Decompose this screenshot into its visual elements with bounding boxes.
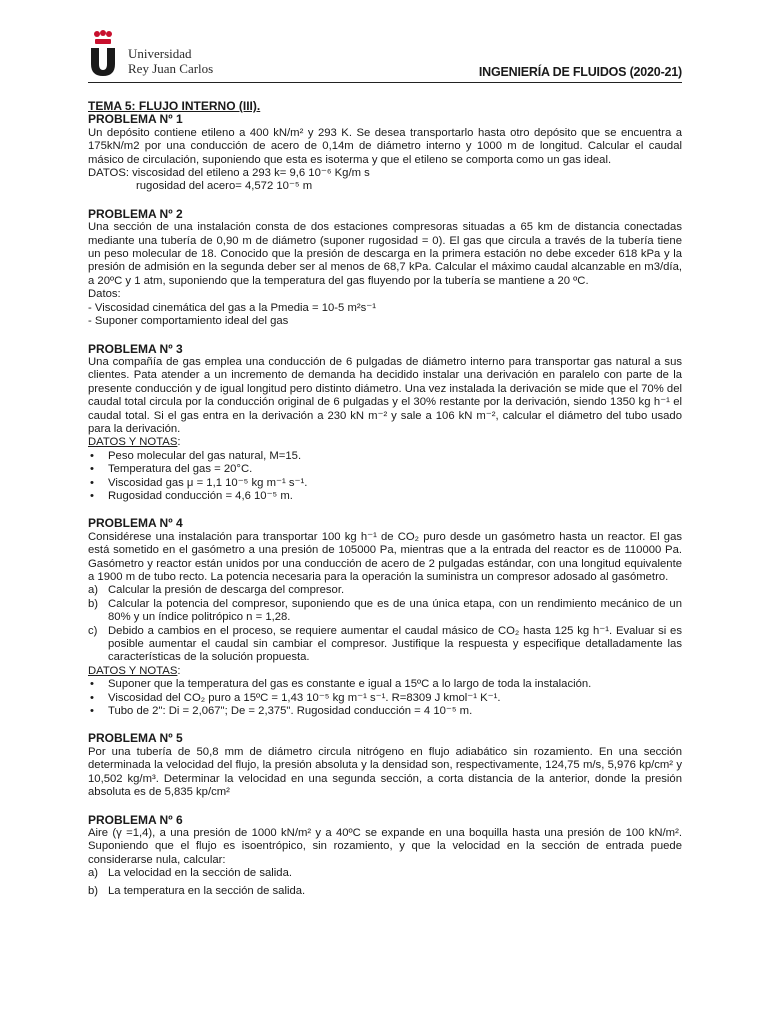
list-item: • Viscosidad gas μ = 1,1 10⁻⁵ kg m⁻¹ s⁻¹. xyxy=(88,477,682,490)
list-item: • Tubo de 2": Di = 2,067"; De = 2,375". Rugosidad conducción = 4 10⁻⁵ m. xyxy=(88,705,682,718)
list-item: a) Calcular la presión de descarga del compresor. xyxy=(88,584,345,597)
data-heading: DATOS Y NOTAS: xyxy=(88,664,181,677)
list-item: • Peso molecular del gas natural, M=15. xyxy=(88,450,682,463)
problem-data-line: - Suponer comportamiento ideal del gas xyxy=(88,315,289,328)
university-logo xyxy=(88,26,228,80)
course-title: INGENIERÍA DE FLUIDOS (2020-21) xyxy=(478,65,682,79)
problem-title: PROBLEMA Nº 2 xyxy=(88,206,183,221)
problem-title: PROBLEMA Nº 1 xyxy=(88,112,183,127)
problem-title: PROBLEMA Nº 4 xyxy=(88,516,183,531)
problem-statement: Una compañía de gas emplea una conducción de 6 pulgadas de diámetro interno para transportar gas natural a sus clientes. Pata atender a un incremento de demanda ha decidido instalar una derivación en paralelo con parte de la presente conducción y de igual longitud pero distinto diámetro. Una vez instalada la derivación se mide que el 70% del caudal total circula por la conducción original de 6 pulgadas y el 30% restante por la derivación, siendo 1350 kg h⁻¹ el caudal total. Si el gas entra en la derivación a 230 kN m⁻² y sale a 106 kN m⁻², calcular el diámetro del tubo usado para la derivación. xyxy=(88,355,682,435)
data-heading: DATOS Y NOTAS: xyxy=(88,436,181,449)
list-item: • Suponer que la temperatura del gas es constante e igual a 15ºC a lo largo de toda la instalación. xyxy=(88,678,682,691)
problem-2 xyxy=(88,208,682,329)
topic-title: TEMA 5: FLUJO INTERNO (III). xyxy=(88,99,261,113)
problem-data-line: DATOS: viscosidad del etileno a 293 k= 9,6 10⁻⁶ Kg/m s xyxy=(88,167,370,180)
university-name-line1: Universidad xyxy=(128,46,192,61)
problem-statement: Aire (γ =1,4), a una presión de 1000 kN/m² y a 40ºC se expande en una boquilla hasta una presión de 100 kN/m². Suponiendo que el flujo es isoentrópico, sin rozamiento, y que la velocidad en la sección de entrada puede considerarse nula, calcular: xyxy=(88,826,682,866)
urjc-logo-icon xyxy=(88,30,118,76)
problem-statement: Considérese una instalación para transportar 100 kg h⁻¹ de CO₂ puro desde un gasómetro hasta un reactor. El gas está sometido en el gasómetro a una presión de 105000 Pa, mientras que a la entrada del reactor es de 110000 Pa. Gasómetro y reactor están unidos por una conducción de acero de 2 pulgadas estándar, con una longitud equivalente a 1900 m de tubo recto. La potencia necesaria para la operación la suministra un compresor adosado al gasómetro. xyxy=(88,530,682,583)
problem-statement: Una sección de una instalación consta de dos estaciones compresoras situadas a 65 km de distancia conectadas mediante una tubería de 0,90 m de diámetro (suponer rugosidad = 0). El gas que circula a través de la tubería tiene un peso molecular de 18. Conocido que la presión de descarga en la primera estación no debe exceder 618 kPa y la presión de admisión en la segunda deber ser al menos de 68,7 kPa. Calcular el máximo caudal alcanzable en m3/día, a 20ºC y 1 atm, suponiendo que la temperatura del gas fluyendo por la tubería se mantiene a 20 ºC. xyxy=(88,221,682,287)
problem-data-line: - Viscosidad cinemática del gas a la Pmedia = 10-5 m²s⁻¹ xyxy=(88,301,376,314)
problem-1 xyxy=(88,113,682,193)
problem-3 xyxy=(88,343,682,504)
list-item: • Temperatura del gas = 20°C. xyxy=(88,463,682,476)
problem-4 xyxy=(88,517,682,718)
list-item: a) La velocidad en la sección de salida. xyxy=(88,867,293,880)
problem-title: PROBLEMA Nº 5 xyxy=(88,731,183,746)
list-item: • Viscosidad del CO₂ puro a 15ºC = 1,43 10⁻⁵ kg m⁻¹ s⁻¹. R=8309 J kmol⁻¹ K⁻¹. xyxy=(88,692,682,705)
university-name-line2: Rey Juan Carlos xyxy=(128,61,214,76)
problem-title: PROBLEMA Nº 3 xyxy=(88,341,183,356)
data-list xyxy=(88,450,682,504)
problem-data-line: rugosidad del acero= 4,572 10⁻⁵ m xyxy=(136,180,313,193)
list-item: • Rugosidad conducción = 4,6 10⁻⁵ m. xyxy=(88,490,682,503)
problem-statement: Por una tubería de 50,8 mm de diámetro circula nitrógeno en flujo adiabático sin rozamiento. En una sección determinada la velocidad del flujo, la presión absoluta y la densidad son, respectivamente, 124,75 m/s, 5,976 kp/cm² y 10,502 kg/m³. Determinar la velocidad en una segunda sección, a corta distancia de la anterior, donde la presión absoluta es de 5,835 kp/cm² xyxy=(88,745,682,799)
question-list xyxy=(88,867,682,898)
problem-6 xyxy=(88,814,682,898)
list-item: c) Debido a cambios en el proceso, se requiere aumentar el caudal másico de CO₂ hasta 125 kg h⁻¹. Evaluar si es posible aumentar el caudal sin cambiar el compresor. Justifique la respuesta y especifique detalladamente las características de la solución propuesta. xyxy=(88,624,682,664)
list-item: b) Calcular la potencia del compresor, suponiendo que es de una única etapa, con un rendimiento mecánico de un 80% y un índice politrópico n = 1,28. xyxy=(88,597,682,624)
document-body xyxy=(88,100,682,912)
page-header xyxy=(88,26,682,83)
problem-title: PROBLEMA Nº 6 xyxy=(88,812,183,827)
data-heading: Datos: xyxy=(88,288,121,301)
question-list xyxy=(88,584,682,664)
list-item: b) La temperatura en la sección de salida. xyxy=(88,884,306,897)
problem-5 xyxy=(88,732,682,799)
problem-statement: Un depósito contiene etileno a 400 kN/m² y 293 K. Se desea transportarlo hasta otro depósito que se encuentra a 175kN/m2 por una conducción de acero de 0,14m de diámetro interno y 1000 m de longitud. Calcular el caudal másico de circulación, suponiendo que esta es isoterma y que el etileno se comporta como un gas ideal. xyxy=(88,126,682,166)
data-list xyxy=(88,678,682,718)
